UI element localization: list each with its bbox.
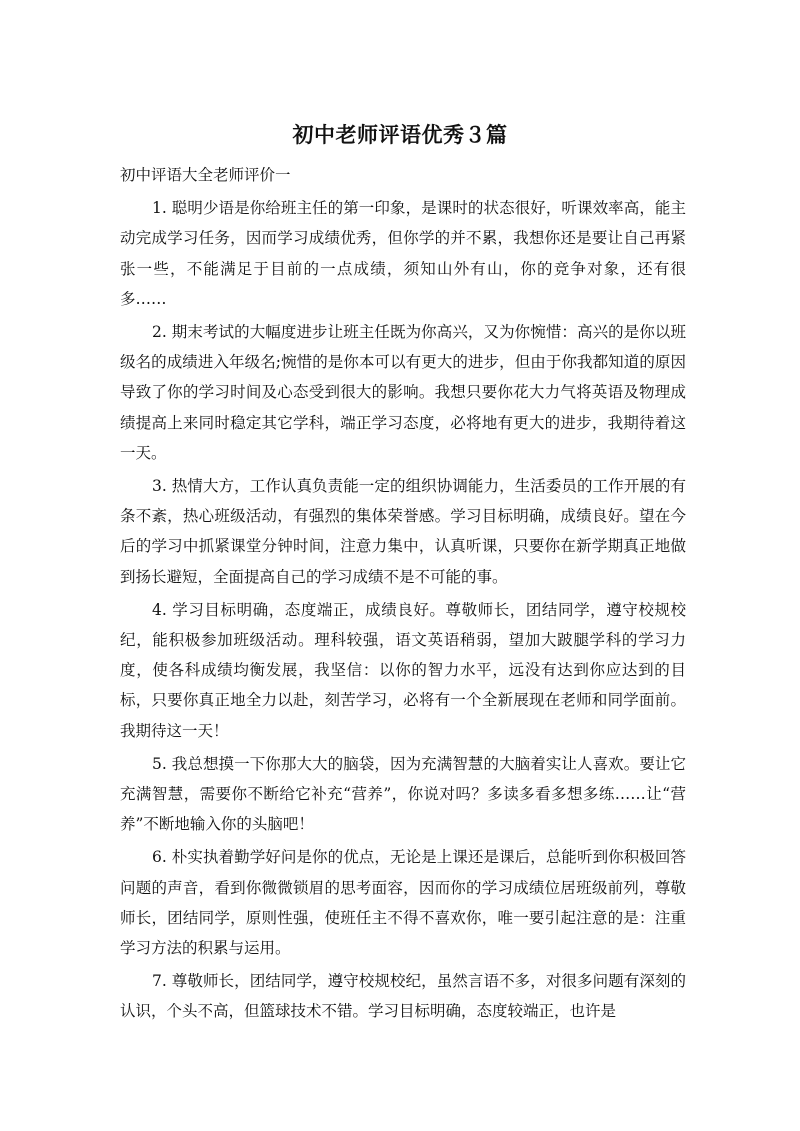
section-subtitle: 初中评语大全老师评价一 bbox=[120, 166, 291, 184]
comment-paragraph-5: 5. 我总想摸一下你那大大的脑袋，因为充满智慧的大脑着实让人喜欢。要让它充满智慧，需要你不断给它补充“营养”，你说对吗？多读多看多想多练……让“营养”不断地输入你的头脑吧！ bbox=[120, 754, 686, 834]
document-body bbox=[120, 160, 686, 1030]
comment-paragraph-4: 4. 学习目标明确，态度端正，成绩良好。尊敬师长，团结同学，遵守校规校纪，能积极参加班级活动。理科较强，语文英语稍弱，望加大跛腿学科的学习力度，使各科成绩均衡发展，我坚信：以你的智力水平，远没有达到你应达到的目标，只要你真正地全力以赴，刻苦学习，必将有一个全新展现在老师和同学面前。我期待这一天！ bbox=[120, 600, 686, 740]
comment-paragraph-3: 3. 热情大方，工作认真负责能一定的组织协调能力，生活委员的工作开展的有条不紊，热心班级活动，有强烈的集体荣誉感。学习目标明确，成绩良好。望在今后的学习中抓紧课堂分钟时间，注意力集中，认真听课，只要你在新学期真正地做到扬长避短，全面提高自己的学习成绩不是不可能的事。 bbox=[120, 477, 686, 586]
comment-paragraph-6: 6. 朴实执着勤学好问是你的优点，无论是上课还是课后，总能听到你积极回答问题的声音，看到你微微锁眉的思考面容，因而你的学习成绩位居班级前列，尊敬师长，团结同学，原则性强，使班任主不得不喜欢你，唯一要引起注意的是：注重学习方法的积累与运用。 bbox=[120, 848, 686, 958]
comment-paragraph-1: 1. 聪明少语是你给班主任的第一印象，是课时的状态很好，听课效率高，能主动完成学习任务，因而学习成绩优秀，但你学的并不累，我想你还是要让自己再紧张一些，不能满足于目前的一点成绩，须知山外有山，你的竞争对象，还有很多…… bbox=[120, 199, 686, 308]
document-title: 初中老师评语优秀３篇 bbox=[292, 123, 508, 147]
comment-paragraph-7: 7. 尊敬师长，团结同学，遵守校规校纪，虽然言语不多，对很多问题有深刻的认识，个头不高，但篮球技术不错。学习目标明确，态度较端正，也许是 bbox=[120, 972, 686, 1021]
comment-paragraph-2: 2. 期末考试的大幅度进步让班主任既为你高兴，又为你惋惜：高兴的是你以班级名的成绩进入年级名;惋惜的是你本可以有更大的进步，但由于你我都知道的原因导致了你的学习时间及心态受到很大的影响。我想只要你花大力气将英语及物理成绩提高上来同时稳定其它学科，端正学习态度，必将地有更大的进步，我期待着这一天。 bbox=[120, 323, 686, 462]
